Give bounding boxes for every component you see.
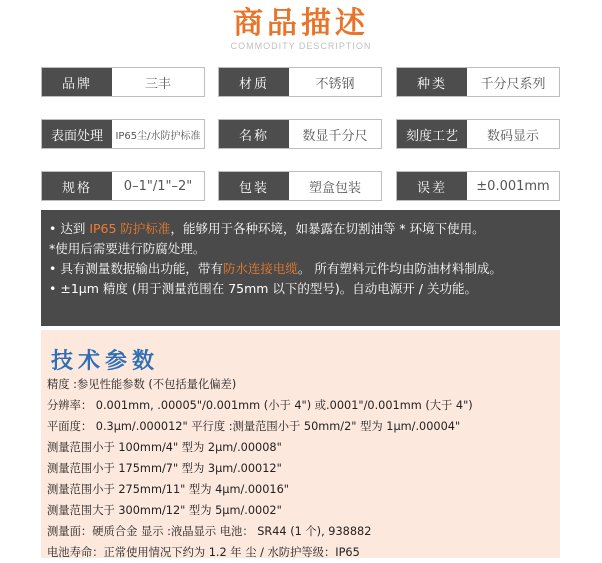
spec-value: 数显千分尺: [289, 120, 381, 148]
spec-key: 规格: [42, 172, 112, 200]
note-highlight: IP65 防护标准: [89, 221, 171, 236]
spec-value: 三丰: [112, 68, 204, 96]
note-highlight: 防水连接电缆: [222, 261, 298, 276]
spec-surface: [41, 119, 205, 149]
spec-value: IP65尘/水防护标准: [112, 120, 204, 148]
spec-scale: [396, 119, 560, 149]
page-subtitle: COMMODITY DESCRIPTION: [230, 41, 372, 51]
note-line: [49, 219, 560, 239]
spec-brand: [41, 67, 205, 97]
tech-line: 平面度： 0.3μm/.000012" 平行度 :测量范围小于 50mm/2" 型为 1μm/.00004": [47, 420, 461, 433]
tech-line: 测量范围小于 175mm/7" 型为 3μm/.00012": [47, 462, 282, 475]
spec-key: 刻度工艺: [397, 120, 467, 148]
tech-title: 技术参数: [51, 349, 160, 374]
spec-key: 表面处理: [42, 120, 112, 148]
tech-line: 电池寿命：正常使用情况下约为 1.2 年 尘 / 水防护等级：IP65: [47, 546, 360, 559]
tech-line: 精度 :参见性能参数 (不包括量化偏差): [47, 378, 237, 391]
spec-value: 数码显示: [467, 120, 559, 148]
note-text: 。 所有塑料元件均由防油材料制成。: [297, 261, 502, 276]
tech-line: 测量范围大于 300mm/12" 型为 5μm/.0002": [47, 504, 282, 517]
note-text: • 具有测量数据输出功能，带有: [49, 261, 223, 276]
spec-package: [218, 171, 382, 201]
tech-line: 测量范围小于 100mm/4" 型为 2μm/.00008": [47, 441, 282, 454]
spec-key: 名称: [219, 120, 289, 148]
tech-line: 测量范围小于 275mm/11" 型为 4μm/.00016": [47, 483, 290, 496]
page-title: 商品描述: [233, 6, 369, 41]
spec-value: 千分尺系列: [467, 68, 559, 96]
spec-size: [41, 171, 205, 201]
note-line: [49, 259, 560, 279]
spec-value: 0–1"/1"–2": [112, 172, 204, 200]
spec-key: 材质: [219, 68, 289, 96]
tech-section: [41, 330, 560, 558]
feature-notes: [41, 210, 560, 326]
spec-value: 不锈钢: [289, 68, 381, 96]
spec-value: 塑盒包装: [289, 172, 381, 200]
tech-lines: [47, 374, 473, 563]
note-text: ，能够用于各种环境，如暴露在切割油等 * 环境下使用。: [170, 221, 485, 236]
spec-key: 品牌: [42, 68, 112, 96]
spec-material: [218, 67, 382, 97]
spec-name: [218, 119, 382, 149]
note-line: • ±1μm 精度 (用于测量范围在 75mm 以下的型号)。自动电源开 / 关功能。: [49, 281, 477, 296]
tech-line: 分辨率： 0.001mm, .00005"/0.001mm (小于 4") 或.0001"/0.001mm (大于 4"): [47, 399, 473, 412]
spec-key: 误差: [397, 172, 467, 200]
spec-key: 包装: [219, 172, 289, 200]
spec-type: [396, 67, 560, 97]
tech-line: 测量面：硬质合金 显示 :液晶显示 电池： SR44 (1 个), 938882: [47, 525, 372, 538]
spec-key: 种类: [397, 68, 467, 96]
spec-error: [396, 171, 560, 201]
note-text: • 达到: [49, 221, 90, 236]
spec-value: ±0.001mm: [467, 172, 559, 200]
note-line: *使用后需要进行防腐处理。: [49, 241, 206, 256]
